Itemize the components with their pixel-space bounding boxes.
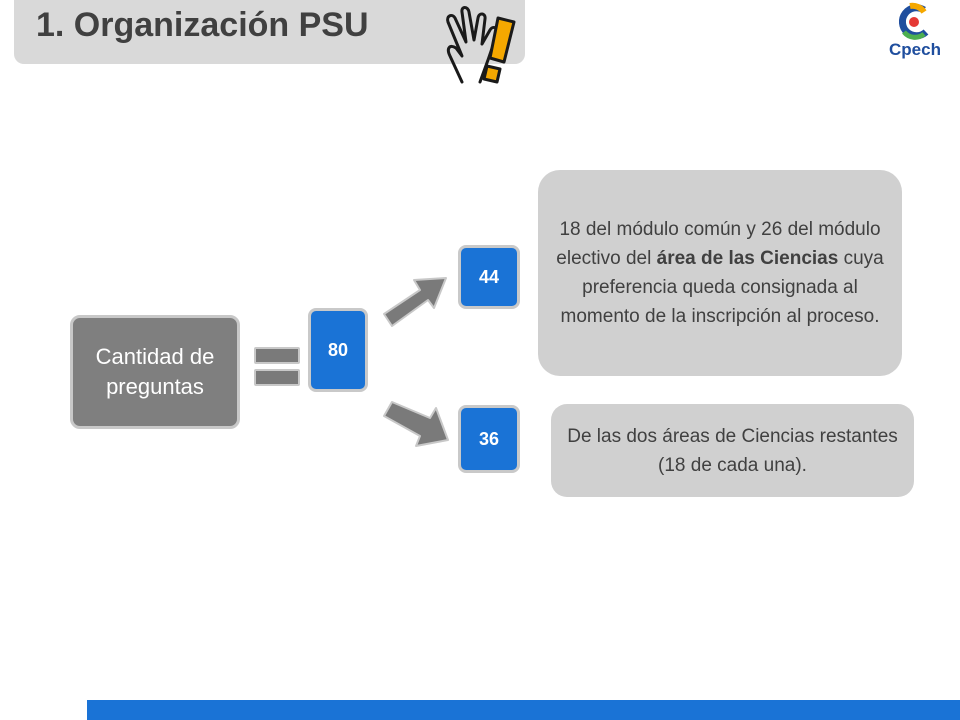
source-label: Cantidad de preguntas <box>95 344 215 399</box>
total-value: 80 <box>327 339 349 360</box>
branch-bottom-value: 36 <box>478 428 500 449</box>
page-title: 1. Organización PSU <box>36 6 369 44</box>
footer-bar <box>87 700 960 720</box>
exclamation-icon <box>484 18 514 82</box>
note-top-bold: área de las Ciencias <box>656 248 839 269</box>
cpech-logo <box>880 2 950 66</box>
branch-top-value: 44 <box>478 266 500 287</box>
note-bottom-text: De las dos áreas de Ciencias restantes (18 de cada una). <box>567 425 898 476</box>
note-bottom <box>551 404 914 497</box>
branch-top-value-box <box>458 245 520 309</box>
note-top-part1: 18 del módulo común y 26 del módulo electivo del <box>556 219 881 269</box>
branch-bottom-value-box <box>458 405 520 473</box>
total-value-box <box>308 308 368 392</box>
cpech-logo-icon <box>880 2 950 44</box>
source-box <box>70 315 240 429</box>
note-top-text <box>556 215 884 331</box>
equals-sign <box>254 347 300 391</box>
note-top-part2: cuya preferencia queda consignada al momento de la inscripción al proceso. <box>560 248 884 327</box>
equals-bar-bottom <box>254 369 300 386</box>
note-top <box>538 170 902 376</box>
equals-bar-top <box>254 347 300 364</box>
pointing-hand-warning-icon <box>440 4 530 88</box>
arrow-down-right-icon <box>376 394 456 464</box>
arrow-up-right-icon <box>376 262 456 336</box>
logo-text: Cpech <box>889 40 941 59</box>
